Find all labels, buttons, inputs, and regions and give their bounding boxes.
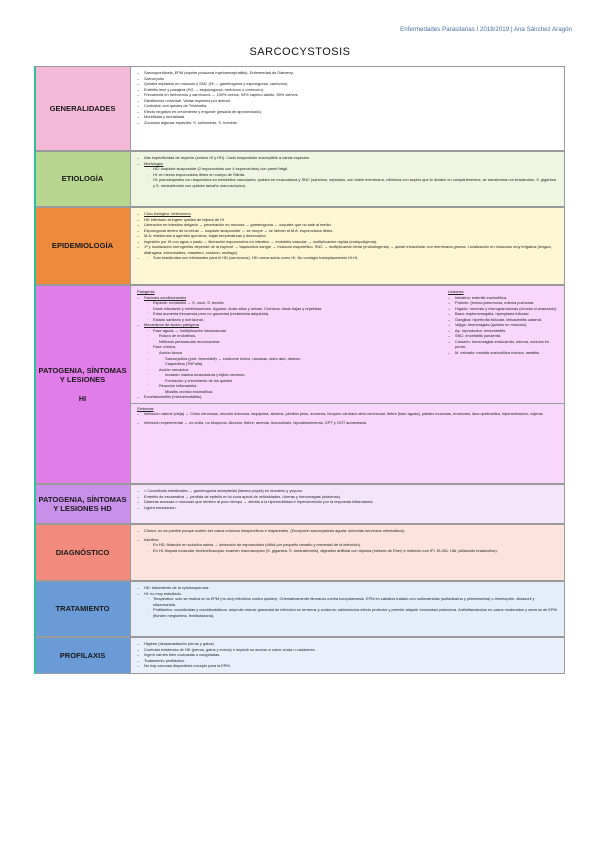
list-item: · En HI: biopsia muscular, trichinelloscopia, examen macroscópico (S. gigantea, S. medusiformis), digestión artificial con tripsina (método de Eber) e indirecto con IFI, ELISA, HAI (utilizando bradizoítos). <box>153 548 558 554</box>
list-item: · Reacción inflamatoria <box>153 383 442 389</box>
list-item: – Liberación en intestino delgado → penetración en mucosa → gametogonia → ooquiste que no sale al medio. <box>144 222 558 228</box>
list-item: – Vejiga: hemorragias (quistes en músculo). <box>455 322 558 328</box>
list-item: – Pulmón: (bronco)neumonía, edema pulmonar. <box>455 300 558 306</box>
list-item: – Controlar existencia de HD (perros, gatos y zorros) e impedir su acceso a carne cruda o cadáveres. <box>144 647 558 653</box>
list-item: · Edad aumenta frecuencia pero no gravedad (resistencia adquirida). <box>153 311 442 317</box>
list-item: – Bazo: esplenomegalia, hiperplasia folicular. <box>455 311 558 317</box>
list-item: – Infección natural (vieja) → Crisis nerviosas, micción dolorosa, taquipnea, abortos, pérdida peso, anorexia, bloqueo cardíaco atrio-ventricular, fiebre (fase aguda), palidez mucosas, erosiones, lana quebradiza, hiperactivación, cojeras. <box>144 411 558 417</box>
divider <box>131 403 564 404</box>
label-tratamiento: TRATAMIENTO <box>35 582 131 636</box>
list-item: · Formación y crecimiento de los quistes. <box>153 378 442 384</box>
label-patogenia-hi <box>35 286 131 483</box>
list-item: – Hígado: necrosis y microgranulomas (cirrosis si avanzado). <box>455 306 558 312</box>
patogenia-heading: Patogenia <box>137 289 155 294</box>
page-title: SARCOCYSTOSIS <box>249 46 351 58</box>
list-item <box>144 255 558 261</box>
list-item: – Frecuencia en herbívoros y carnívoros → 100% ovinos, 94% caprino adulto, 95% ciervos. <box>144 92 558 98</box>
list-item: – Higiene (desparasitación perros y gatos). <box>144 641 558 647</box>
body-diagnostico <box>131 525 564 580</box>
list-item: – Corazón: hemorragias endocardio, edema, nódulos en punta. <box>455 339 558 350</box>
lesiones-heading: Lesiones <box>448 289 464 294</box>
label-generalidades: GENERALIDADES <box>35 67 131 150</box>
morfologia-heading: Morfología: <box>144 160 164 166</box>
list-item: – Esporogonia dentro de la célula → ooquiste isosporoide → se rompe → se liberan al M.A. esporocistos libres. <box>144 228 558 234</box>
list-item: · Profiláctico: coccidicidas y coccidiostáticos: amprolio reduce gravedad de infección en terneros y corderos; salinomicina efecto protector y permite adquirir inmunidad protectora. Antiinflamatorios en casos moderados y severos de EPM (flunixin meglumina, fenilbutazona). <box>153 607 558 618</box>
label-patogenia-hd: PATOGENIA, SÍNTOMAS Y LESIONES HD <box>35 485 131 523</box>
list-item: – M. estriado: miositis eosinofílica crónica, meatitis. <box>455 350 558 356</box>
body-epidemiologia <box>131 208 564 284</box>
list-item: · Fase aguda → multiplicación intravascular <box>153 328 442 334</box>
section-patogenia-hi <box>34 285 565 484</box>
list-item: – Enteritis de escamativa → pérdida de epitelio en la zona apical de vellosidades, úlceras y hemorragias (sintomas). <box>144 494 558 500</box>
list-item: – Diarreas acuosas o mucosas que remiten al poco tiempo → debido a la hipermotilidad e hipersecreción por la respuesta inflamatoria. <box>144 499 558 505</box>
section-etiologia <box>34 151 565 207</box>
section-tratamiento <box>34 581 565 637</box>
list-item: · Invasión masiva musculatura y tejido nervioso. <box>153 372 442 378</box>
list-item: · Miositis crónica eosinofílica. <box>153 389 442 395</box>
list-item: – HI: no muy estudiado. · Terapéutico: solo se realiza en la EPM (no muy efectivos contra quistes). Orientativamente fármacos contra toxoplasmosis. EPM en caballos tratado con sulfonamidas (sulfadiazina y pirimetamina) o trimetoprim, diclazuril y nitazoxanida. · Profiláctico: coccidicidas y coccidiostáticos: amprolio reduce gravedad de infección en terneros y corderos; salinomicina efecto protector y permite adquirir inmunidad protectora. Antiinflamatorios en casos moderados y severos de EPM (flunixin meglumina, fenilbutazona). <box>144 591 558 619</box>
list-item: – Morbilidad y mortalidad. <box>144 114 558 120</box>
list-item: · HD: ooquiste isosporoide (2 esporocistos con 4 esporozoítos) con pared frágil. <box>153 166 558 172</box>
list-item: – SNC: encefalitis purulenta. <box>455 333 558 339</box>
section-diagnostico <box>34 524 565 581</box>
section-epidemiologia <box>34 207 565 285</box>
list-item: – No hay vacunas disponibles excepto para la EPM. <box>144 663 558 669</box>
body-etiologia <box>131 152 564 206</box>
list-item: – Ligera emaciación. <box>144 505 558 511</box>
list-item: – Asertivo: · En HD: flotación en solución salina → detección de esporocistos (difícil por pequeño tamaño y brevedad de la infección). · En HI: biopsia muscular, trichinelloscopia, examen macroscópico (S. gigantea, S. medusiformis), digestión artificial con tripsina (método de Eber) e indirecto con IFI, ELISA, HAI (utilizando bradizoítos). <box>144 537 558 554</box>
list-item: – Ap. reproductor: endometritis. <box>455 328 558 334</box>
list-item: – Ingestión por HI con agua o pasto → liberación esporozoítos en intestino → endotelio vascular → multiplicación rápida (endopoligenia). <box>144 239 558 245</box>
body-tratamiento <box>131 582 564 636</box>
list-item: · Infiltrado perivascular mononuclear. <box>153 339 442 345</box>
list-item: · Acción mecánica <box>153 367 442 373</box>
list-item: – HD: tratamiento de la cytoisosporosis. <box>144 585 558 591</box>
body-profilaxis <box>131 638 564 673</box>
list-item: – Entéritis leve y pasajera (HG → esquizogonia, herbívoro u omnívoro). <box>144 87 558 93</box>
list-item: · En HD: flotación en solución salina → detección de esporocistos (difícil por pequeño tamaño y brevedad de la infección). <box>153 542 558 548</box>
list-item: – Encefalomielitis (mieloencefalitis). <box>144 394 442 400</box>
label-patogenia-hi-title: PATOGENIA, SÍNTOMAS Y LESIONES <box>38 365 127 384</box>
list-item: · Especie: rumiantes → S. cruzi, S. tenella. <box>153 300 442 306</box>
list-item: · Fase crónica <box>153 344 442 350</box>
list-item: – Intestino: enteritis eosinofílica. <box>455 295 558 301</box>
section-profilaxis <box>34 637 565 674</box>
list-item: · HI: pseudoquistes con taquizoítos en endotelios vasculares; quistes en musculatura y SNC (sartorius, septados, con doble membrana, cilióforos con septos que lo dividen en compartimentos, se transforman en bradizoítos. S. gigantea y S. medusiformis con quistes tamaño macroscópico). <box>153 177 558 188</box>
label-profilaxis: PROFILAXIS <box>35 638 131 673</box>
list-item: – Efecto negativo en crecimiento y engorde (pesada de aprovechado). <box>144 109 558 115</box>
list-item: – Zoonosis algunas especies: S. suihominis, S. hominis. <box>144 120 558 126</box>
list-item: · Estado sanitario y nutricional. <box>153 317 442 323</box>
list-item: – = Coccidiosis intestinales → gametogonia subepitelial (lámina propia) en duodeno y yeyuno. <box>144 488 558 494</box>
list-item: – Alta especificidad de especie (ambos HI y HD). Cada hospedador susceptible a varias especies. <box>144 155 558 161</box>
list-item: – 1ª y localización merogenias depende de la especie → taquizoítos sangre → músculo esquelético, SNC → multiplicación lenta (endodiogenia) → quiste intracelular con membrana gruesa. Localización en músculos muy irrigados (lengua, diafragma, intercostales, masetero, corazón, esófago). <box>144 244 558 255</box>
body-patogenia-hi <box>131 286 564 483</box>
label-epidemiologia: EPIDEMIOLOGÍA <box>35 208 131 284</box>
list-item: · Dosis infectante y reinfestaciones. Agudos: dosis altas y únicas. Crónicos: dosis bajas y repetidas. <box>153 306 442 312</box>
list-item: · Acción tóxica <box>153 350 442 356</box>
label-column-strip <box>34 66 36 674</box>
body-generalidades <box>131 67 564 150</box>
label-patogenia-hi-host: HI <box>78 394 87 404</box>
list-item: – Ganglios: hipertrofia folicular, linfoadenitis catarral. <box>455 317 558 323</box>
list-item: – Ciclo biológico: heteroxeno <box>144 211 558 217</box>
list-item: – Ingerir carnes bien cocinadas o congeladas. <box>144 652 558 658</box>
list-item: – Infección experimental → no crisis, no bloqueos. Abortos, fiebre, anemia, leucocitosis, hipoalbuminemia, GPT y GOT aumentada. <box>144 420 558 426</box>
sintomas-heading: Síntomas <box>137 405 154 411</box>
list-item: – Distribución universal. Varias especies por animal. <box>144 98 558 104</box>
list-item: · HI: en heces esporocistos libres en cuerpo de Stieda. <box>153 172 558 178</box>
list-item: · Sarcocystina (prot. termolábil) → síndrome tóxico, nauseas, dolor abd, diarrea. <box>153 356 442 362</box>
list-item: – Factores condicionantes · Especie: rumiantes → S. cruzi, S. tenella. · Dosis infectante y reinfestaciones. Agudos: dosis altas y únicas. Crónicos: dosis bajas y repetidas. · Edad aumenta frecuencia pero no gravedad (resistencia adquirida). · Estado sanitario y nutricional. <box>144 295 442 323</box>
list-item: – Confusión con quistes de Trichinella. <box>144 103 558 109</box>
label-etiologia: ETIOLOGÍA <box>35 152 131 206</box>
label-diagnostico: DIAGNÓSTICO <box>35 525 131 580</box>
section-patogenia-hd <box>34 484 565 524</box>
body-patogenia-hd <box>131 485 564 523</box>
list-item: – HD infectado al ingerir quistes de tejidos de HI. <box>144 217 558 223</box>
list-item: · Rotura de endotelios. <box>153 333 442 339</box>
list-item: – Clínico: no es posible porque suelen ser casos crónicos inespecíficos e inaparentes. (Excepción sarcocystosis aguda: síntomas nerviosos orientativos). <box>144 528 558 534</box>
list-item: · Caquectina (TNFalfa). <box>153 361 442 367</box>
list-item: · – Solo bradizoítos son infestantes para el HD (carnívoros). HD nunca actúa como HI. No contagio transplacentario HI-HI. <box>153 255 558 261</box>
list-item: · Terapéutico: solo se realiza en la EPM (no muy efectivos contra quistes). Orientativamente fármacos contra toxoplasmosis. EPM en caballos tratado con sulfonamidas (sulfadiazina y pirimetamina) o trimetoprim, diclazuril y nitazoxanida. <box>153 596 558 607</box>
list-item: – M.A: resistencia a agentes químicos, bajas temperaturas y desecación. <box>144 233 558 239</box>
list-item: – Sarcosporidiosis, EPM (equine protozoal myeloencephalitis). Enfermedad de Dalmeny. <box>144 70 558 76</box>
list-item: – Mecanismo de acción patógena · Fase aguda → multiplicación intravascular · Rotura de endotelios. · Infiltrado perivascular mononuclear. · Fase crónica · Acción tóxica · Sarcocystina (prot. termolábil) → síndrome tóxico, nauseas, dolor abd, diarrea. · Caquectina (TNFalfa). · Acción mecánica · Invasión masiva musculatura y tejido nervioso. · Formación y crecimiento de los quistes. · Reacción inflamatoria · Miositis crónica eosinofílica. <box>144 322 442 394</box>
list-item: – Sarcocystis <box>144 76 558 82</box>
list-item: – Quistes septados en músculo y SNC (HI → gametogonia y esporogonia, carnívoro). <box>144 81 558 87</box>
section-generalidades <box>34 66 565 151</box>
list-item: – Tratamiento profiláctico. <box>144 658 558 664</box>
page-header: Enfermedades Parasitarias I 2018/2019 | Ana Sánchez Aragón <box>400 26 572 33</box>
list-item <box>144 161 558 189</box>
